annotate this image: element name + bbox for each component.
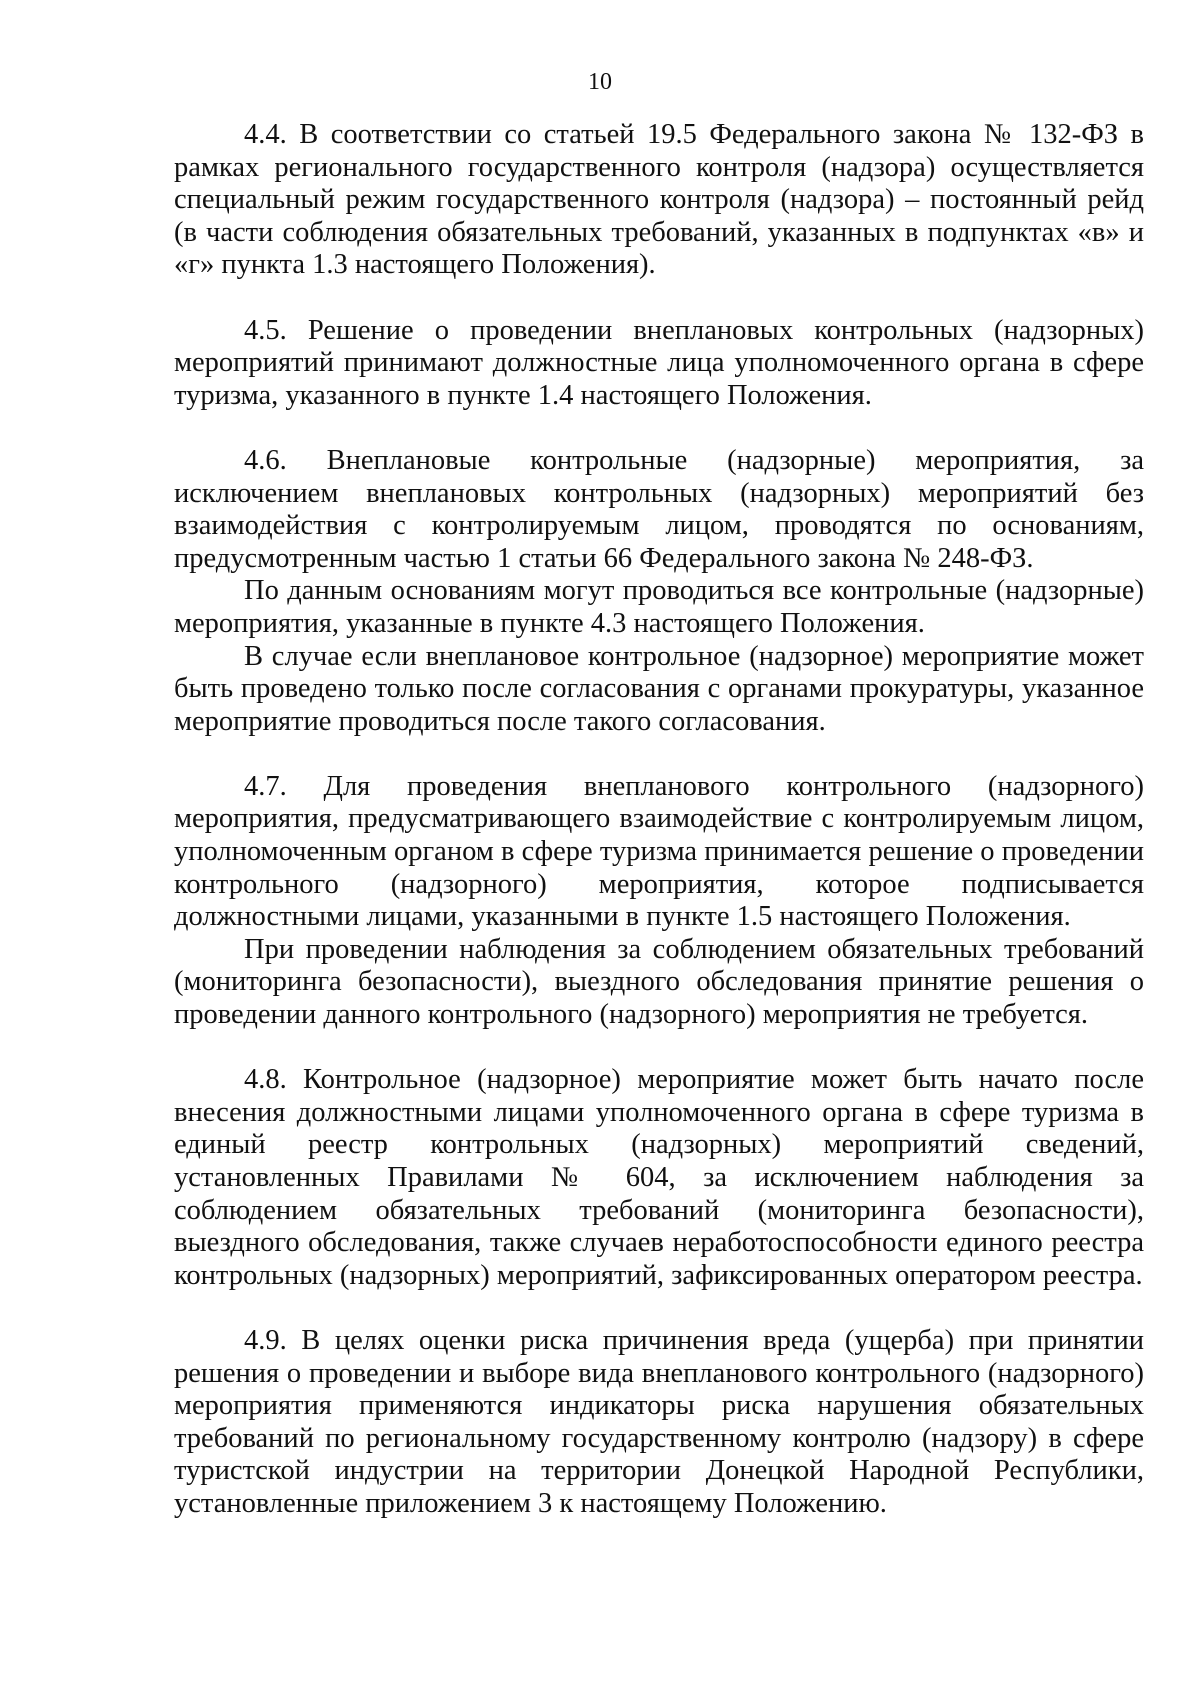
paragraph: В случае если внеплановое контрольное (надзорное) мероприятие может быть проведено только после согласования с органами прокуратуры, указанное мероприятие проводиться после такого согласования. [174, 640, 1144, 737]
paragraph: 4.5. Решение о проведении внеплановых контрольных (надзорных) мероприятий принимают должностные лица уполномоченного органа в сфере туризма, указанного в пункте 1.4 настоящего Положения. [174, 314, 1144, 411]
page-number: 10 [588, 69, 612, 95]
paragraph: При проведении наблюдения за соблюдением обязательных требований (мониторинга безопасности), выездного обследования принятие решения о проведении данного контрольного (надзорного) мероприятия не требуется. [174, 933, 1144, 1031]
paragraph: 4.4. В соответствии со статьей 19.5 Федерального закона № 132-ФЗ в рамках регионального государственного контроля (надзора) осуществляется специальный режим государственного контроля (надзора) – постоянный рейд (в части соблюдения обязательных требований, указанных в подпунктах «в» и «г» пункта 1.3 настоящего Положения). [174, 119, 1144, 281]
paragraph: 4.6. Внеплановые контрольные (надзорные) мероприятия, за исключением внеплановых контрольных (надзорных) мероприятий без взаимодействия с контролируемым лицом, проводятся по основаниям, предусмотренным частью 1 статьи 66 Федерального закона № 248-ФЗ. [174, 444, 1144, 574]
paragraph: 4.7. Для проведения внепланового контрольного (надзорного) мероприятия, предусматривающего взаимодействие с контролируемым лицом, уполномоченным органом в сфере туризма принимается решение о проведении контрольного (надзорного) мероприятия, которое подписывается должностными лицами, указанными в пункте 1.5 настоящего Положения. [174, 770, 1144, 933]
document-body [174, 119, 1144, 1521]
paragraph: По данным основаниям могут проводиться все контрольные (надзорные) мероприятия, указанные в пункте 4.3 настоящего Положения. [174, 575, 1144, 639]
section-4-4 [174, 119, 1144, 282]
section-4-7 [174, 771, 1144, 1032]
section-4-8 [174, 1064, 1144, 1292]
paragraph: 4.8. Контрольное (надзорное) мероприятие может быть начато после внесения должностными лицами уполномоченного органа в сфере туризма в единый реестр контрольных (надзорных) мероприятий сведений, установленных Правилами № 604, за исключением наблюдения за соблюдением обязательных требований (мониторинга безопасности), выездного обследования, также случаев неработоспособности единого реестра контрольных (надзорных) мероприятий, зафиксированных оператором реестра. [174, 1064, 1144, 1291]
paragraph: 4.9. В целях оценки риска причинения вреда (ущерба) при принятии решения о проведении и выборе вида внепланового контрольного (надзорного) мероприятия применяются индикаторы риска нарушения обязательных требований по региональному государственному контролю (надзору) в сфере туристской индустрии на территории Донецкой Народной Республики, установленные приложением 3 к настоящему Положению. [174, 1324, 1144, 1519]
section-4-5 [174, 315, 1144, 413]
section-4-6 [174, 445, 1144, 738]
section-4-9 [174, 1325, 1144, 1521]
